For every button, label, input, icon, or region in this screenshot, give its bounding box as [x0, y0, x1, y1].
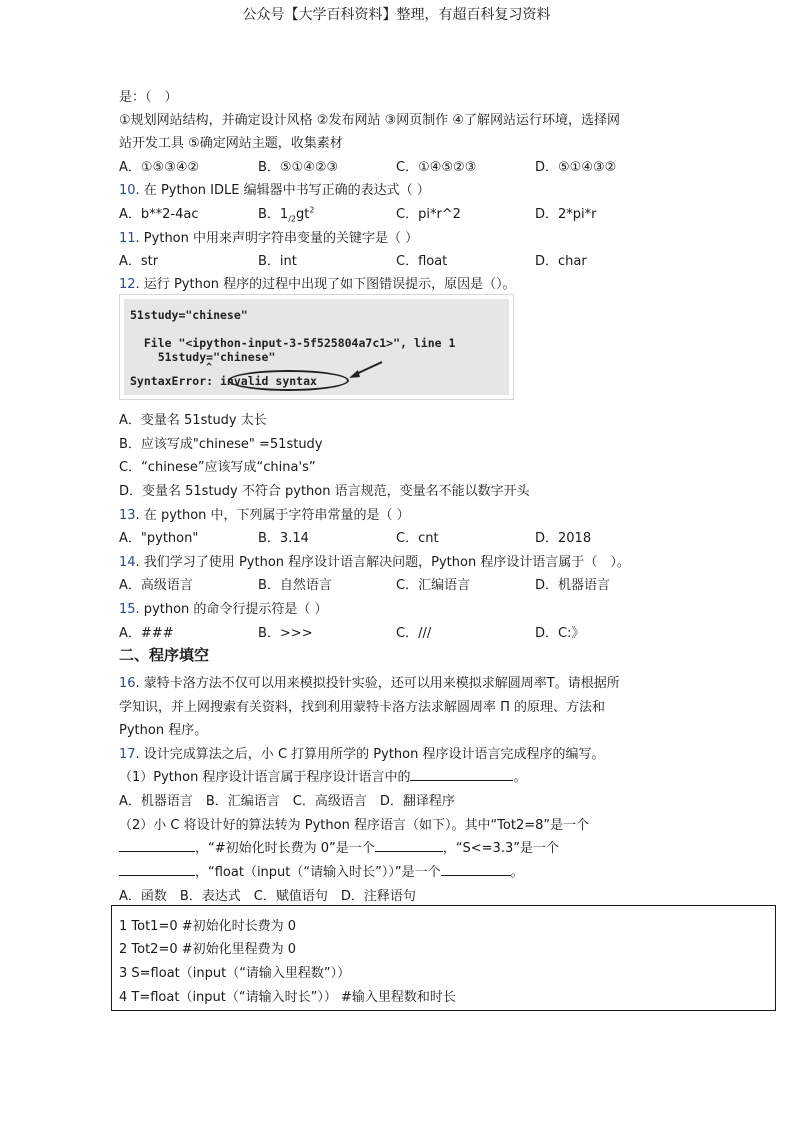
q13-text: . 在 python 中，下列属于字符串常量的是（ ） [135, 508, 410, 523]
q10-option-b-label: B． [258, 207, 280, 222]
q13-number: 13 [119, 508, 136, 523]
program-line-2: 2 Tot2=0 #初始化里程费为 0 [119, 942, 297, 957]
error-screenshot [119, 294, 514, 400]
q9-option-b: B．⑤①④②③ [258, 160, 339, 175]
q9-option-a: A．①⑤③④② [119, 160, 200, 175]
q11-stem [119, 227, 418, 246]
section-heading: 二、程序填空 [119, 646, 210, 664]
q10-number: 10 [119, 183, 136, 198]
q15-number: 15 [119, 602, 136, 617]
q12-stem [119, 273, 516, 292]
q14-option-a: A．高级语言 [119, 578, 193, 593]
q12-option-a: A．变量名 51study 太长 [119, 413, 267, 428]
q14-option-b: B．自然语言 [258, 578, 332, 593]
q10-option-c: C．pi*r^2 [396, 207, 461, 222]
q16-line2: 学知识，并上网搜索有关资料，找到利用蒙特卡洛方法求解圆周率 Π 的原理、方法和 [119, 700, 606, 715]
q17-part1-options: A．机器语言 B．汇编语言 C．高级语言 D．翻译程序 [119, 794, 455, 809]
program-line-4: 4 T=float（input（“请输入时长”）） #输入里程数和时长 [119, 990, 456, 1005]
q13-option-a: A．"python" [119, 531, 199, 546]
q11-option-a: A．str [119, 254, 159, 269]
q13-option-b: B．3.14 [258, 531, 309, 546]
q10-option-d: D．2*pi*r [535, 207, 597, 222]
q12-option-b: B．应该写成"chinese" =51study [119, 437, 323, 452]
q17-part2-options: A．函数 B．表达式 C．赋值语句 D．注释语句 [119, 889, 416, 904]
q17-part2-line2 [119, 837, 559, 856]
code-line-error: SyntaxError: invalid syntax [130, 374, 317, 388]
q9-items-line1: ①规划网站结构，并确定设计风格 ②发布网站 ③网页制作 ④了解网站运行环境，选择网 [119, 113, 621, 128]
q10-option-b-sub: /2 [288, 214, 296, 224]
q17-text: . 设计完成算法之后，小 C 打算用所学的 Python 程序设计语言完成程序的编写。 [135, 747, 605, 762]
q16-line3: Python 程序。 [119, 723, 208, 738]
q16-text: . 蒙特卡洛方法不仅可以用来模拟投针实验，还可以用来模拟求解圆周率T。请根据所 [135, 676, 620, 691]
program-line-3: 3 S=float（input（“请输入里程数”）） [119, 966, 351, 981]
q11-option-c: C．float [396, 254, 448, 269]
q17-blank-3[interactable] [119, 863, 195, 876]
q17-part2-line3-end: 。 [510, 865, 524, 880]
q17-part1 [119, 766, 526, 785]
q15-stem [119, 598, 328, 617]
q17-part1-blank[interactable] [410, 768, 513, 781]
q16-line1 [119, 672, 620, 691]
q17-part2-line1: （2）小 C 将设计好的算法转为 Python 程序语言（如下）。其中“Tot2=8”是一个 [119, 818, 590, 833]
q14-text: . 我们学习了使用 Python 程序设计语言解决问题，Python 程序设计语言属于（ ）。 [135, 555, 630, 570]
q10-option-b-1: 1 [279, 207, 289, 222]
q11-number: 11 [119, 231, 136, 246]
code-line-assignment: 51study="chinese" [130, 308, 248, 322]
q17-blank-1[interactable] [119, 839, 195, 852]
error-highlight-oval [228, 370, 349, 391]
q9-tail: 是：（ ） [119, 90, 178, 105]
q14-option-c: C．汇编语言 [396, 578, 471, 593]
q12-option-d: D．变量名 51study 不符合 python 语言规范，变量名不能以数字开头 [119, 484, 530, 499]
q15-option-a: A．### [119, 626, 174, 641]
q10-text: . 在 Python IDLE 编辑器中书写正确的表达式（ ） [135, 183, 430, 198]
q10-stem [119, 179, 430, 198]
q17-part2-line2-b: ，“S<=3.3”是一个 [442, 841, 559, 856]
q12-text: . 运行 Python 程序的过程中出现了如下图错误提示，原因是（）。 [135, 277, 516, 292]
q17-number: 17 [119, 747, 136, 762]
q17-part2-line2-a: ，“#初始化时长费为 0”是一个 [195, 841, 375, 856]
q15-option-b: B．>>> [258, 626, 313, 641]
q14-number: 14 [119, 555, 136, 570]
q17-part2-line3-a: ，“float（input（“请输入时长”））”是一个 [195, 865, 441, 880]
error-screenshot-panel [124, 299, 509, 395]
q17-part2-line3 [119, 861, 524, 880]
q17-part1-end: 。 [513, 770, 527, 785]
q10-option-b [258, 203, 314, 224]
arrow-icon [346, 359, 386, 381]
q17-blank-4[interactable] [441, 863, 511, 876]
program-code-box [111, 905, 776, 1011]
program-line-1: 1 Tot1=0 #初始化时长费为 0 [119, 919, 297, 934]
q10-option-b-gt: gt [296, 207, 310, 222]
q10-option-a: A．b**2-4ac [119, 207, 199, 222]
q9-option-d: D．⑤①④③② [535, 160, 617, 175]
q10-option-b-sup: 2 [309, 205, 315, 215]
q12-option-c: C．“chinese”应该写成“china's” [119, 460, 316, 475]
page-header: 公众号【大学百科资料】整理，有超百科复习资料 [242, 7, 551, 23]
q15-text: . python 的命令行提示符是（ ） [135, 602, 328, 617]
q11-option-b: B．int [258, 254, 297, 269]
q13-option-d: D．2018 [535, 531, 592, 546]
q16-number: 16 [119, 676, 136, 691]
code-caret: ^ [206, 362, 213, 373]
q11-text: . Python 中用来声明字符串变量的关键字是（ ） [135, 231, 419, 246]
q13-stem [119, 504, 410, 523]
q12-number: 12 [119, 277, 136, 292]
code-line-file: File "<ipython-input-3-5f525804a7c1>", line 1 [130, 336, 456, 350]
q15-option-d: D．C:》 [535, 626, 585, 641]
q17-intro [119, 743, 604, 762]
q9-option-c: C．①④⑤②③ [396, 160, 477, 175]
q14-option-d: D．机器语言 [535, 578, 611, 593]
q14-stem [119, 551, 630, 570]
q9-items-line2: 站开发工具 ⑤确定网站主题，收集素材 [119, 136, 343, 151]
q17-part1-text: （1）Python 程序设计语言属于程序设计语言中的 [119, 770, 411, 785]
q17-blank-2[interactable] [375, 839, 443, 852]
q11-option-d: D．char [535, 254, 587, 269]
q15-option-c: C．/// [396, 626, 432, 641]
code-line-echo: 51study="chinese" [130, 350, 276, 364]
q13-option-c: C．cnt [396, 531, 439, 546]
